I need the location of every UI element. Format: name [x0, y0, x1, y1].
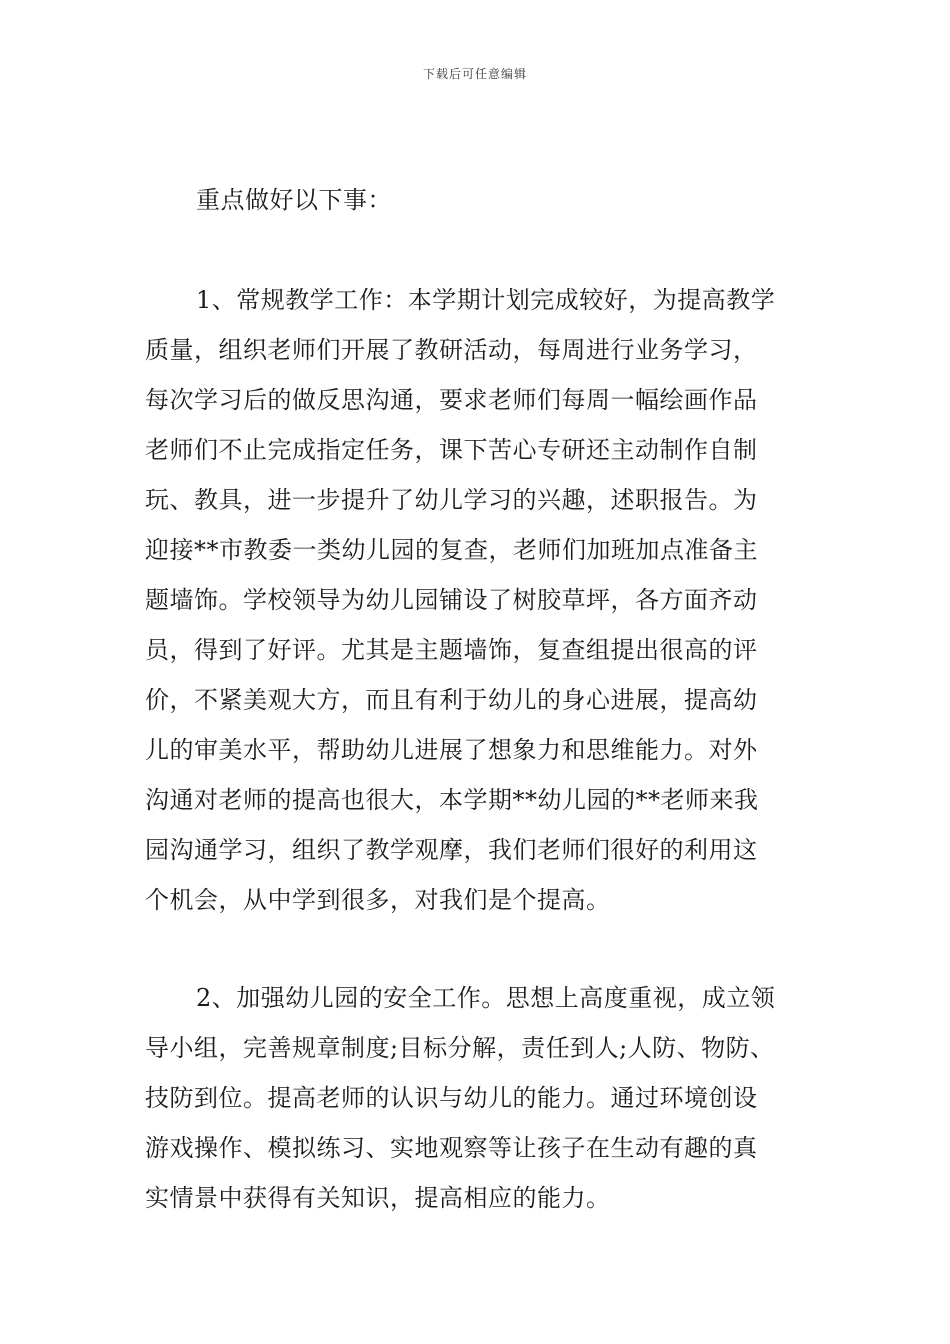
- section-1-line: 员，得到了好评。尤其是主题墙饰，复查组提出很高的评: [145, 636, 758, 664]
- section-1-line: 园沟通学习，组织了教学观摩，我们老师们很好的利用这: [145, 836, 758, 864]
- section-1-line: 儿的审美水平，帮助幼儿进展了想象力和思维能力。对外: [145, 736, 758, 764]
- section-1-line: 沟通对老师的提高也很大，本学期**幼儿园的**老师来我: [145, 786, 759, 814]
- section-1-line: 价，不紧美观大方，而且有利于幼儿的身心进展，提高幼: [145, 686, 758, 714]
- section-2-line: 技防到位。提高老师的认识与幼儿的能力。通过环境创设: [145, 1084, 758, 1112]
- section-2-line: 导小组，完善规章制度;目标分解，责任到人;人防、物防、: [145, 1034, 775, 1062]
- section-2-line: 游戏操作、模拟练习、实地观察等让孩子在生动有趣的真: [145, 1134, 758, 1162]
- section-2-line: 实情景中获得有关知识，提高相应的能力。: [145, 1184, 611, 1212]
- section-1-line: 题墙饰。学校领导为幼儿园铺设了树胶草坪，各方面齐动: [145, 586, 758, 614]
- section-1-line: 玩、教具，进一步提升了幼儿学习的兴趣，述职报告。为: [145, 486, 758, 514]
- section-1-line: 个机会，从中学到很多，对我们是个提高。: [145, 886, 611, 914]
- section-1-line: 1、常规教学工作：本学期计划完成较好，为提高教学: [196, 286, 776, 314]
- intro-line: 重点做好以下事：: [196, 186, 392, 214]
- page-header: 下载后可任意编辑: [422, 67, 527, 81]
- section-1-line: 迎接**市教委一类幼儿园的复查，老师们加班加点准备主: [145, 536, 758, 564]
- section-1-line: 质量，组织老师们开展了教研活动，每周进行业务学习，: [145, 336, 758, 364]
- section-1-line: 老师们不止完成指定任务，课下苦心专研还主动制作自制: [145, 436, 758, 464]
- section-2-line: 2、加强幼儿园的安全工作。思想上高度重视，成立领: [196, 984, 776, 1012]
- section-1-line: 每次学习后的做反思沟通，要求老师们每周一幅绘画作品: [145, 386, 758, 414]
